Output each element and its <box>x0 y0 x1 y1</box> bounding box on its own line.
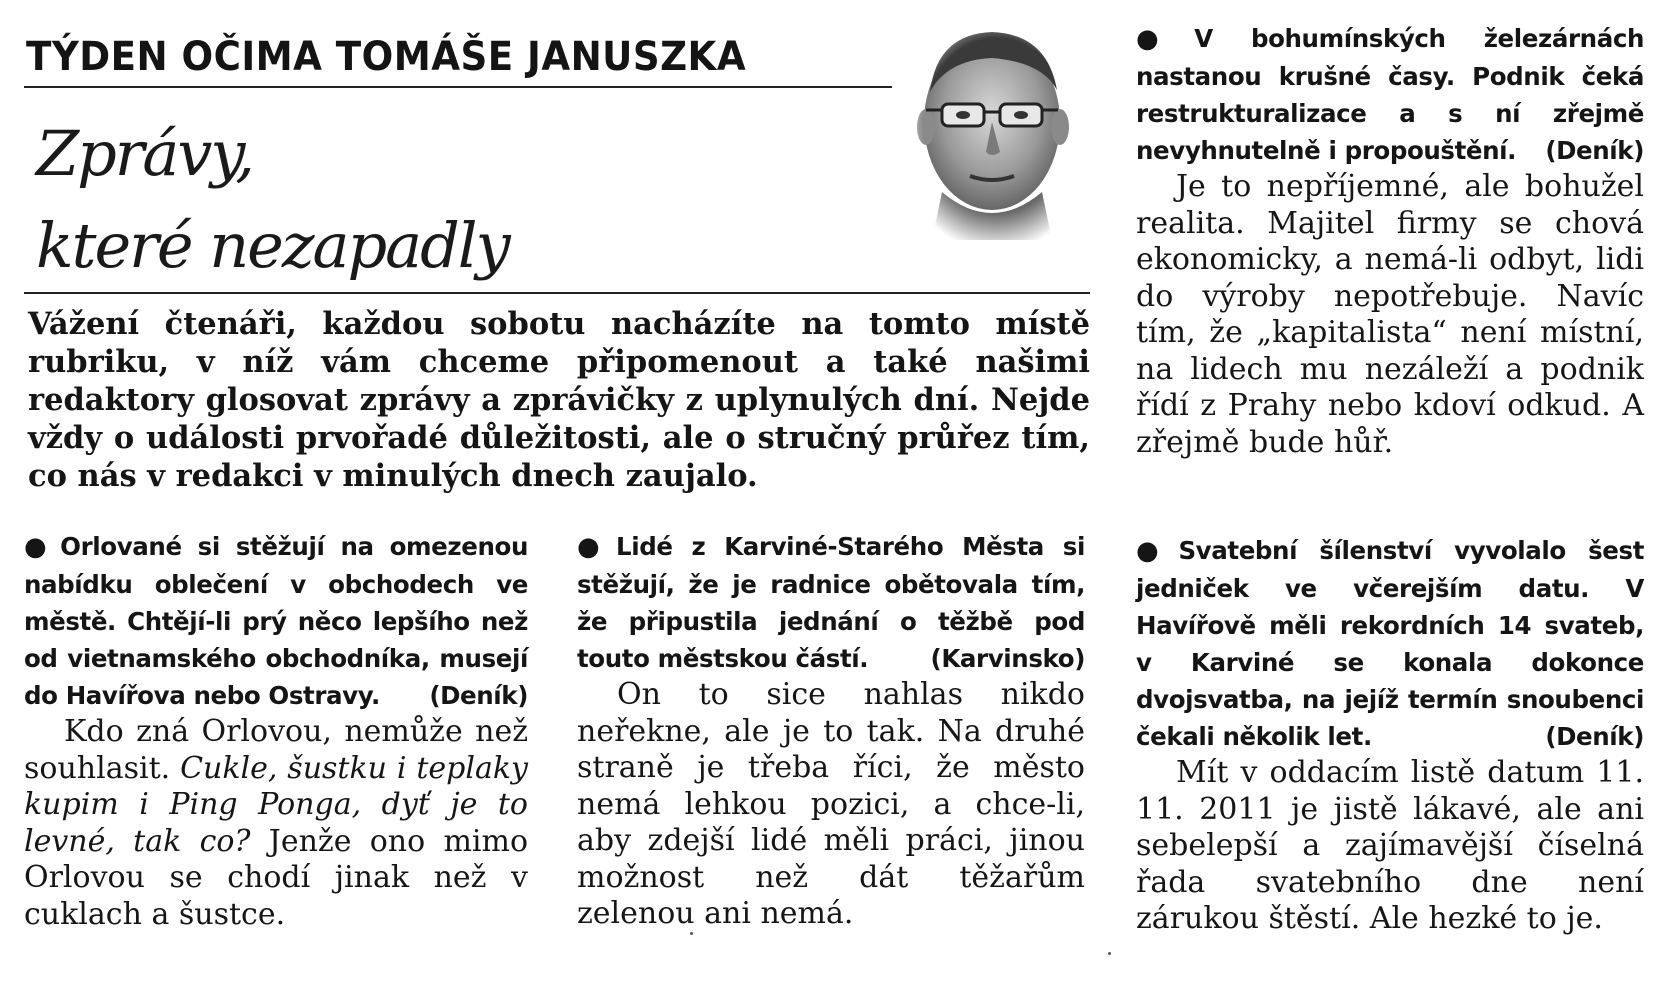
bullet-icon: ● <box>1136 536 1173 566</box>
scan-speck <box>690 932 693 935</box>
news-item-karvina <box>577 528 1085 933</box>
news-lead <box>1136 532 1644 755</box>
headline-line-2: které nezapadly <box>36 209 509 282</box>
commentary <box>24 714 528 933</box>
lead-text: Orlované si stěžují na omezenou nabídku oblečení v obchodech ve městě. Chtějí-li prý něco lepšího než od vietnamského obchodníka, musejí do Havířova nebo Ostravy. <box>24 532 528 710</box>
news-source: (Deník) <box>429 681 528 710</box>
news-item-svatby <box>1136 532 1644 938</box>
commentary: Mít v oddacím listě datum 11. 11. 2011 je jistě lákavé, ale ani sebelepší a zajímavější číselná řada svatebního dne není zárukou štěstí. Ale hezké to je. <box>1136 755 1644 936</box>
headline <box>36 108 676 292</box>
author-portrait <box>892 12 1082 240</box>
column-title: TÝDEN OČIMA TOMÁŠE JANUSZKA <box>26 34 747 80</box>
news-lead <box>1136 20 1644 169</box>
lead-text: Lidé z Karviné-Starého Města si stěžují, že je radnice obětovala tím, že připustila jednání o těžbě pod touto městskou částí. <box>577 532 1085 673</box>
commentary-quote: Cukle, šustku i teplaky kupim i Ping Ponga, dyť je to levné, tak co? <box>24 750 528 859</box>
commentary: Je to nepříjemné, ale bohužel realita. Majitel firmy se chová ekonomicky, a nemá-li odbyt, lidi do výroby nepotřebuje. Navíc tím, že „kapitalista“ není místní, na lidech mu nezáleží a podnik řídí z Prahy nebo kdoví odkud. A zřejmě bude hůř. <box>1136 169 1644 460</box>
commentary-text-end: Jenže ono mimo Orlovou se chodí jinak než v cuklach a šustce. <box>24 823 528 932</box>
bullet-icon: ● <box>577 532 611 562</box>
bullet-icon: ● <box>1136 24 1189 54</box>
header-rule <box>24 86 914 88</box>
commentary: On to sice nahlas nikdo neřekne, ale je to tak. Na druhé straně je třeba říci, že město nemá lehkou pozici, a chce-li, aby zdejší lidé měli práci, jinou možnost než dát těžařům zelenou ani nemá. <box>577 677 1085 931</box>
section-rule <box>24 292 1090 294</box>
news-source: (Deník) <box>1545 722 1644 751</box>
lead-text: Svatební šílenství vyvolalo šest jedniček ve včerejším datu. V Havířově měli rekordních 14 svateb, v Karviné se konala dokonce dvojsvatba, na jejíž termín snoubenci čekali několik let. <box>1136 536 1644 751</box>
intro-paragraph: Vážení čtenáři, každou sobotu nacházíte na tomto místě rubriku, v níž vám chceme připomenout a také našimi redaktory glosovat zprávy a zprávičky z uplynulých dní. Nejde vždy o události prvořadé důležitosti, ale o stručný průřez tím, co nás v redakci v minulých dnech zaujalo. <box>28 306 1090 494</box>
news-item-bohumin <box>1136 20 1644 461</box>
news-item-orlova <box>24 528 528 933</box>
bullet-icon: ● <box>24 532 55 562</box>
news-lead <box>577 528 1085 677</box>
lead-text: V bohumínských železárnách nastanou krušné časy. Podnik čeká restrukturalizace a s ní zřejmě nevyhnutelně i propouštění. <box>1136 24 1644 165</box>
news-lead <box>24 528 528 714</box>
commentary-text: Kdo zná Orlovou, nemůže než souhlasit. <box>24 714 528 786</box>
news-source: (Deník) <box>1545 136 1644 165</box>
scan-speck <box>1108 952 1111 955</box>
news-source: (Karvinsko) <box>930 644 1085 673</box>
headline-line-1: Zprávy, <box>36 117 253 190</box>
